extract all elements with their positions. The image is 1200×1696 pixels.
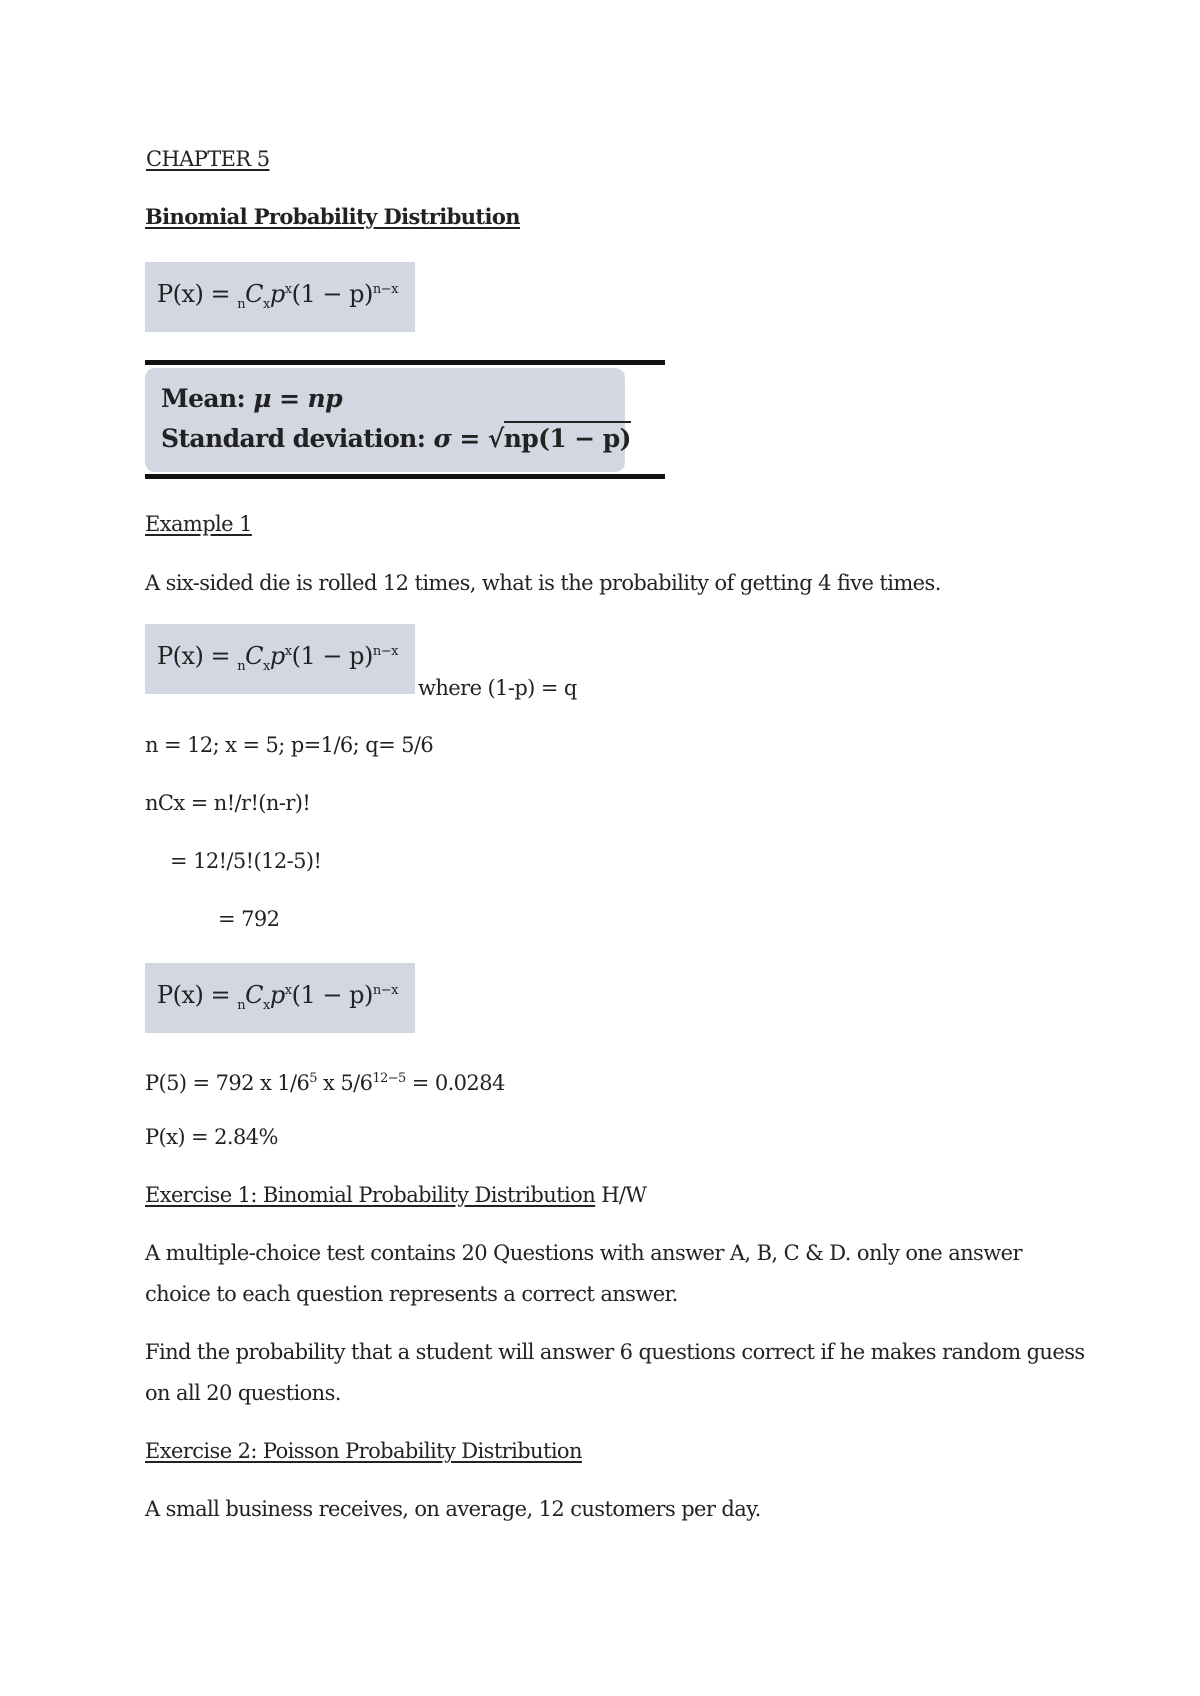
chapter-title: CHAPTER 5 xyxy=(146,147,270,171)
top-rule xyxy=(145,360,665,365)
exercise2-line: A small business receives, on average, 12 customers per day. xyxy=(145,1497,761,1521)
exercise1-heading: Exercise 1: Binomial Probability Distribution H/W xyxy=(145,1183,647,1207)
sd-line: Standard deviation: σ = √np(1 − p) xyxy=(161,424,631,453)
where-note: where (1-p) = q xyxy=(418,676,577,700)
px-result: P(x) = 2.84% xyxy=(145,1125,278,1149)
section-title: Binomial Probability Distribution xyxy=(145,204,520,229)
binomial-formula-box xyxy=(145,963,415,1033)
binomial-formula: $P(x) = _nC_xp^x(1 - p)^{n-x}$ xyxy=(157,981,398,1013)
example1-params: n = 12; x = 5; p=1/6; q= 5/6 xyxy=(145,733,434,757)
exercise1-line: on all 20 questions. xyxy=(145,1381,341,1405)
mean-line: Mean: μ = np xyxy=(161,384,343,413)
bottom-rule xyxy=(145,474,665,479)
exercise1-line: choice to each question represents a correct answer. xyxy=(145,1282,678,1306)
binomial-formula-box xyxy=(145,262,415,332)
binomial-formula: $P(x) = _nC_xp^x(1 - p)^{n-x}$ xyxy=(157,642,398,674)
ncx-definition: nCx = n!/r!(n-r)! xyxy=(145,791,311,815)
exercise1-line: Find the probability that a student will answer 6 questions correct if he makes random guess xyxy=(145,1340,1085,1364)
exercise1-line: A multiple-choice test contains 20 Questions with answer A, B, C & D. only one answer xyxy=(145,1241,1022,1265)
example1-question: A six-sided die is rolled 12 times, what is the probability of getting 4 five times. xyxy=(145,571,941,595)
ncx-substitution: = 12!/5!(12-5)! xyxy=(170,849,322,873)
binomial-formula: $P(x) = _nC_xp^x(1 - p)^{n-x}$ xyxy=(157,280,398,312)
exercise2-heading: Exercise 2: Poisson Probability Distribution xyxy=(145,1439,582,1463)
example1-heading: Example 1 xyxy=(145,512,252,536)
ncx-value: = 792 xyxy=(218,907,280,931)
p5-calculation: P(5) = 792 x $1/6^5$ x $5/6^{12-5} = 0.0284$ xyxy=(145,1071,505,1095)
mean-sd-box xyxy=(145,368,631,472)
binomial-formula-box xyxy=(145,624,415,694)
